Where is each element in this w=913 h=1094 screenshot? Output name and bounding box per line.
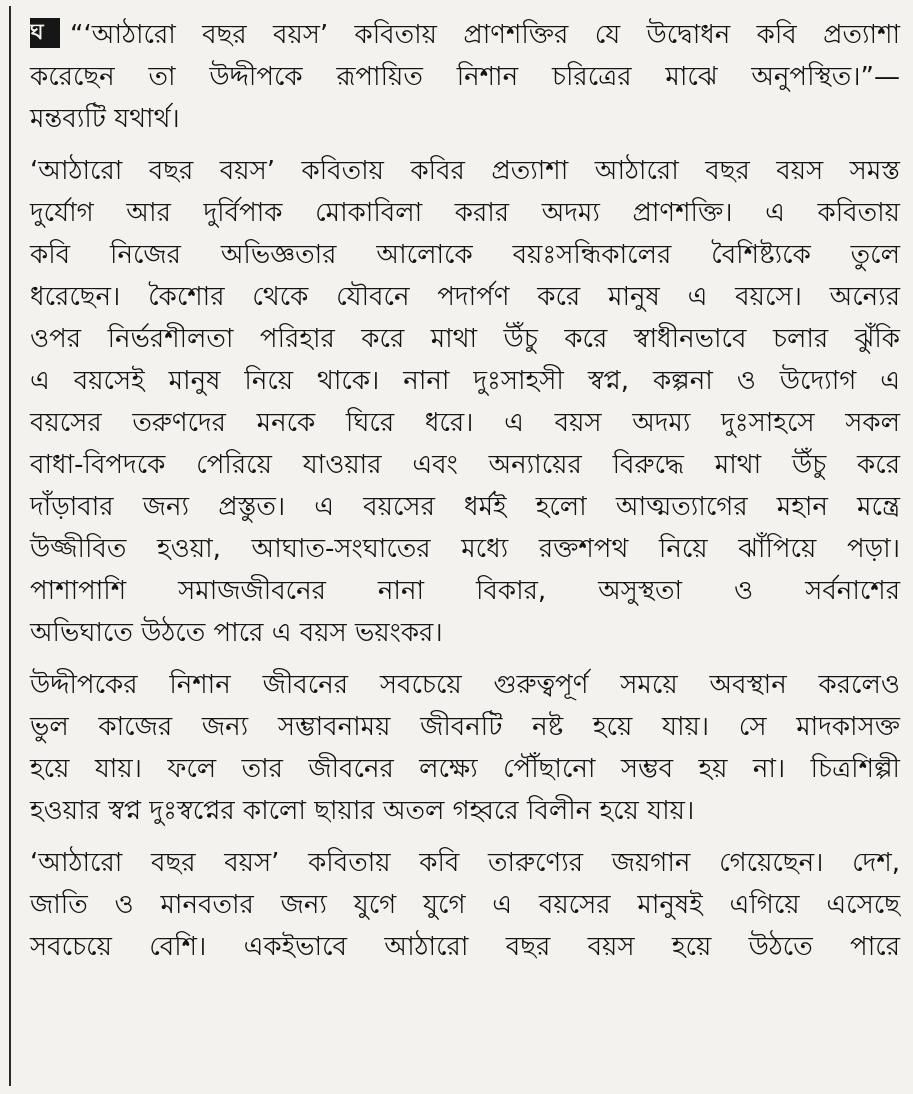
- paragraph-1-line: ওপর নির্ভরশীলতা পরিহার করে মাথা উঁচু করে স্বাধীনভাবে চলার ঝুঁকি: [30, 324, 900, 354]
- margin-rule: [9, 6, 11, 1086]
- paragraph-2-line: হয়ে যায়। ফলে তার জীবনের লক্ষ্যে পৌঁছানো সম্ভব হয় না। চিত্রশিল্পী: [30, 754, 900, 784]
- paragraph-1-line: ‘আঠারো বছর বয়স’ কবিতায় কবির প্রত্যাশা আঠারো বছর বয়স সমস্ত: [30, 156, 900, 186]
- paragraph-1-line: বয়সের তরুণদের মনকে ঘিরে ধরে। এ বয়স অদম্য দুঃসাহসে সকল: [30, 408, 900, 438]
- paragraph-1-line: ধরেছেন। কৈশোর থেকে যৌবনে পদার্পণ করে মানুষ এ বয়সে। অন্যের: [30, 282, 900, 312]
- paragraph-3-line: ‘আঠারো বছর বয়স’ কবিতায় কবি তারুণ্যের জয়গান গেয়েছেন। দেশ,: [30, 848, 900, 878]
- question-line-1-text: “‘আঠারো বছর বয়স’ কবিতায় প্রাণশক্তির যে উদ্বোধন কবি প্রত্যাশা: [70, 20, 900, 50]
- paragraph-1-line: দুর্যোগ আর দুর্বিপাক মোকাবিলা করার অদম্য প্রাণশক্তি। এ কবিতায়: [30, 198, 900, 228]
- paragraph-2-line: ভুল কাজের জন্য সম্ভাবনাময় জীবনটি নষ্ট হয়ে যায়। সে মাদকাসক্ত: [30, 712, 900, 742]
- question-line-2: করেছেন তা উদ্দীপকে রূপায়িত নিশান চরিত্রের মাঝে অনুপস্থিত।”—: [30, 62, 900, 92]
- paragraph-1: [30, 150, 900, 654]
- paragraph-3-line: জাতি ও মানবতার জন্য যুগে যুগে এ বয়সের মানুষই এগিয়ে এসেছে: [30, 890, 900, 920]
- question-line-1: [30, 14, 900, 56]
- paragraph-1-line: উজ্জীবিত হওয়া, আঘাত-সংঘাতের মধ্যে রক্তশপথ নিয়ে ঝাঁপিয়ে পড়া।: [30, 534, 900, 564]
- paragraph-1-line: এ বয়সেই মানুষ নিয়ে থাকে। নানা দুঃসাহসী স্বপ্ন, কল্পনা ও উদ্যোগ এ: [30, 366, 900, 396]
- paragraph-1-line: কবি নিজের অভিজ্ঞতার আলোকে বয়ঃসন্ধিকালের বৈশিষ্ট্যকে তুলে: [30, 240, 900, 270]
- paragraph-2-line: উদ্দীপকের নিশান জীবনের সবচেয়ে গুরুত্বপূর্ণ সময়ে অবস্থান করলেও: [30, 670, 900, 700]
- paragraph-1-line: অভিঘাতে উঠতে পারে এ বয়স ভয়ংকর।: [30, 618, 443, 648]
- question-line-3: মন্তব্যটি যথার্থ।: [30, 104, 180, 134]
- paragraph-1-line: পাশাপাশি সমাজজীবনের নানা বিকার, অসুস্থতা ও সর্বনাশের: [30, 576, 900, 606]
- question-label-badge: ঘ: [30, 18, 60, 48]
- paragraph-3-line: সবচেয়ে বেশি। একইভাবে আঠারো বছর বয়স হয়ে উঠতে পারে: [30, 932, 900, 962]
- paragraph-2-line: হওয়ার স্বপ্ন দুঃস্বপ্নের কালো ছায়ার অতল গহ্বরে বিলীন হয়ে যায়।: [30, 796, 695, 826]
- paragraph-1-line: দাঁড়াবার জন্য প্রস্তুত। এ বয়সের ধর্মই হলো আত্মত্যাগের মহান মন্ত্রে: [30, 492, 900, 522]
- paragraph-2: [30, 664, 900, 832]
- paragraph-1-line: বাধা-বিপদকে পেরিয়ে যাওয়ার এবং অন্যায়ের বিরুদ্ধে মাথা উঁচু করে: [30, 450, 900, 480]
- paragraph-3: [30, 842, 900, 968]
- question-statement: [30, 14, 900, 140]
- answer-text-block: [30, 14, 900, 978]
